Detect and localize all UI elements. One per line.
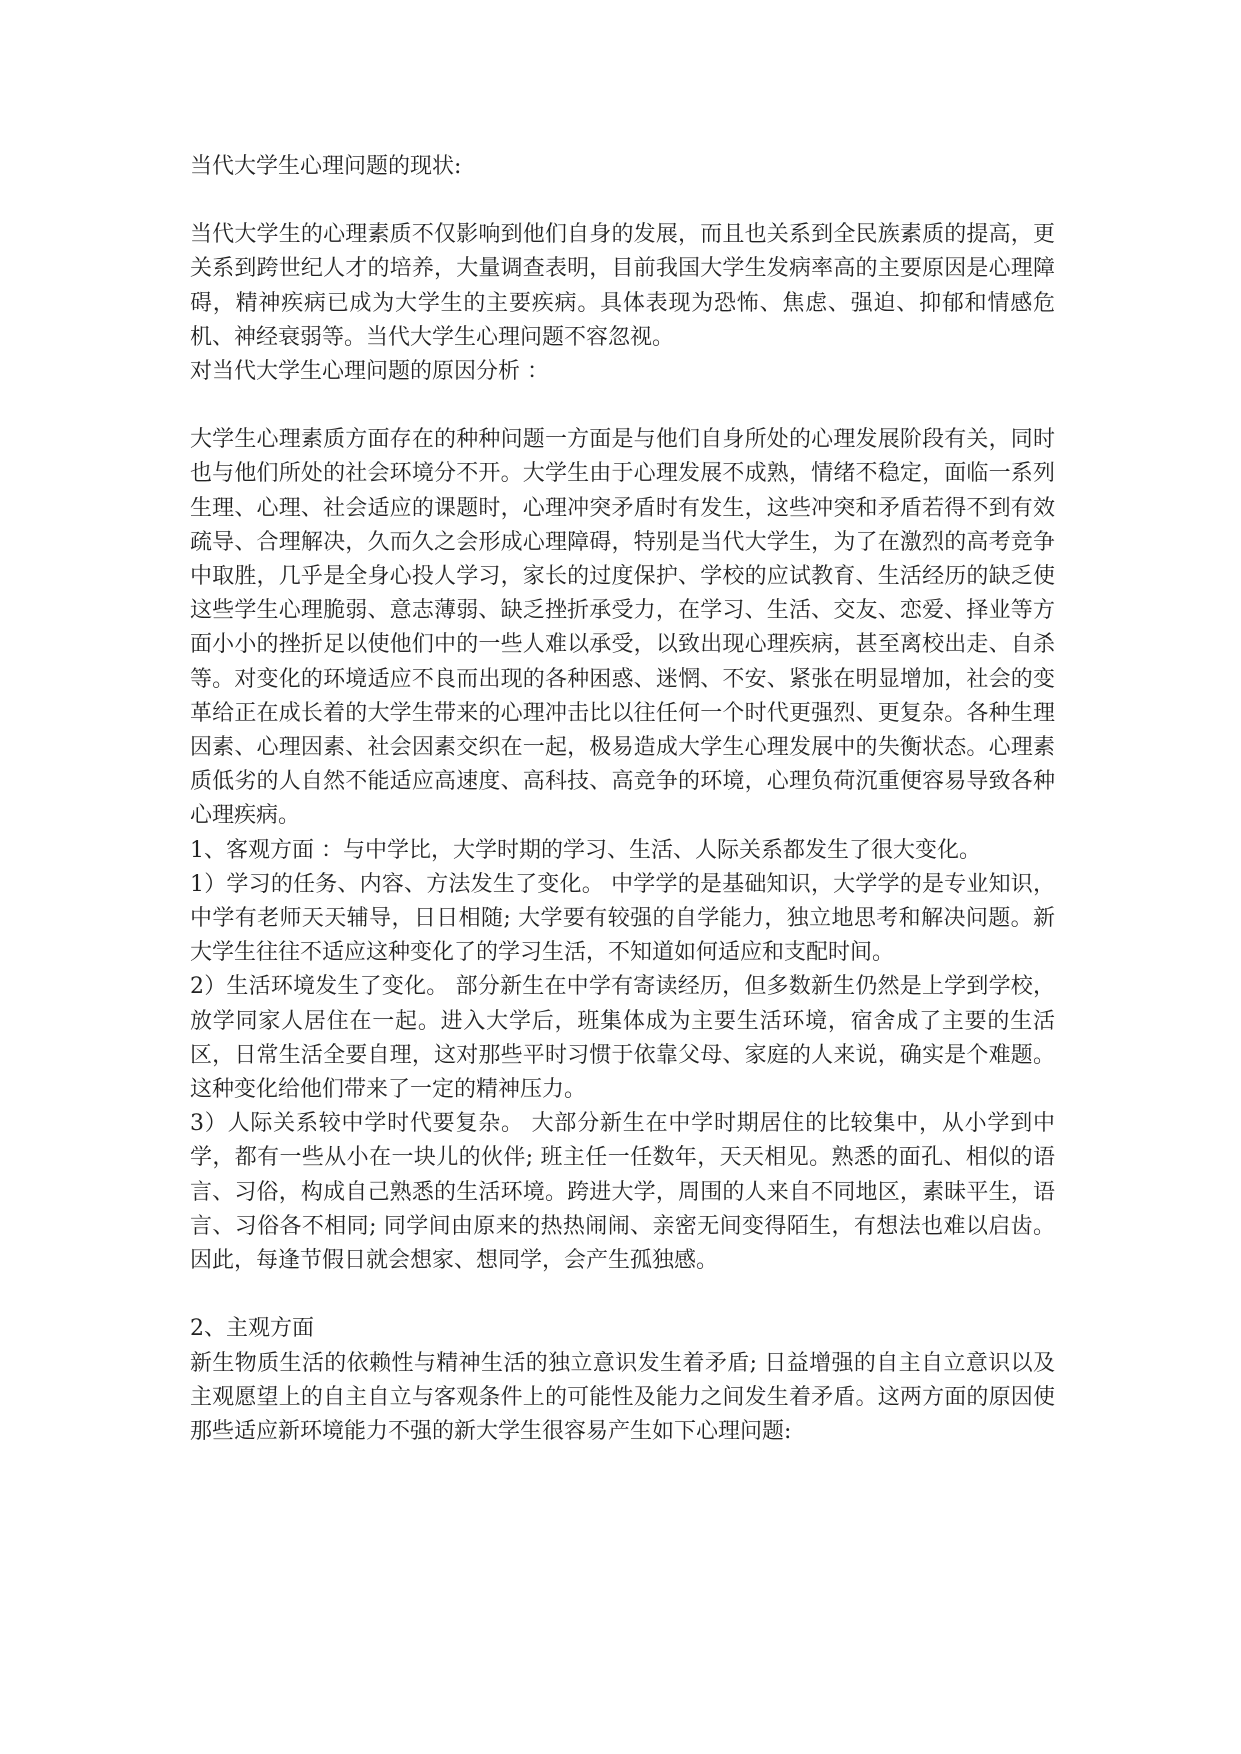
objective-point-1: 1）学习的任务、内容、方法发生了变化。 中学学的是基础知识，大学学的是专业知识，中学有老师天天辅导，日日相随; 大学要有较强的自学能力，独立地思考和解决问题。新大学生往往不适应这种变化了的学习生活，不知道如何适应和支配时间。 xyxy=(190,871,1055,966)
spacer xyxy=(190,184,1055,218)
analysis-paragraph: 大学生心理素质方面存在的种种问题一方面是与他们自身所处的心理发展阶段有关，同时也与他们所处的社会环境分不开。大学生由于心理发展不成熟，情绪不稳定，面临一系列生理、心理、社会适应的课题时，心理冲突矛盾时有发生，这些冲突和矛盾若得不到有效疏导、合理解决，久而久之会形成心理障碍，特别是当代大学生，为了在激烈的高考竞争中取胜，几乎是全身心投人学习，家长的过度保护、学校的应试教育、生活经历的缺乏使这些学生心理脆弱、意志薄弱、缺乏挫折承受力，在学习、生活、交友、恋爱、择业等方面小小的挫折足以使他们中的一些人难以承受，以致出现心理疾病，甚至离校出走、自杀等。对变化的环境适应不良而出现的各种困惑、迷惘、不安、紧张在明显增加，社会的变革给正在成长着的大学生带来的心理冲击比以往任何一个时代更强烈、更复杂。各种生理因素、心理因素、社会因素交织在一起，极易造成大学生心理发展中的失衡状态。心理素质低劣的人自然不能适应高速度、高科技、高竞争的环境，心理负荷沉重便容易导致各种心理疾病。 xyxy=(190,427,1055,829)
objective-heading: 1、客观方面 ：与中学比，大学时期的学习、生活、人际关系都发生了很大变化。 xyxy=(190,837,981,863)
objective-point-2: 2）生活环境发生了变化。 部分新生在中学有寄读经历，但多数新生仍然是上学到学校，放学同家人居住在一起。进入大学后，班集体成为主要生活环境，宿舍成了主要的生活区，日常生活全要自理，这对那些平时习惯于依靠父母、家庭的人来说，确实是个难题。这种变化给他们带来了一定的精神压力。 xyxy=(190,974,1055,1103)
analysis-heading: 对当代大学生心理问题的原因分析 ： xyxy=(190,359,549,385)
spacer xyxy=(190,1278,1055,1312)
document-title: 当代大学生心理问题的现状: xyxy=(190,154,462,179)
subjective-heading: 2、主观方面 xyxy=(190,1316,314,1342)
document-page xyxy=(190,150,1055,1449)
objective-point-3: 3）人际关系较中学时代要复杂。 大部分新生在中学时期居住的比较集中，从小学到中学，都有一些从小在一块儿的伙伴; 班主任一任数年，天天相见。熟悉的面孔、相似的语言、习俗，构成自己熟悉的生活环境。跨进大学，周围的人来自不同地区，素昧平生，语言、习俗各不相同; 同学间由原来的热热闹闹、亲密无间变得陌生，有想法也难以启齿。因此，每逢节假日就会想家、想同学，会产生孤独感。 xyxy=(190,1111,1055,1274)
subjective-paragraph: 新生物质生活的依赖性与精神生活的独立意识发生着矛盾; 日益增强的自主自立意识以及主观愿望上的自主自立与客观条件上的可能性及能力之间发生着矛盾。这两方面的原因使那些适应新环境能力不强的新大学生很容易产生如下心理问题: xyxy=(190,1350,1055,1444)
spacer xyxy=(190,389,1055,423)
intro-paragraph: 当代大学生的心理素质不仅影响到他们自身的发展，而且也关系到全民族素质的提高，更关系到跨世纪人才的培养，大量调查表明，目前我国大学生发病率高的主要原因是心理障碍，精神疾病已成为大学生的主要疾病。具体表现为恐怖、焦虑、强迫、抑郁和情感危机、神经衰弱等。当代大学生心理问题不容忽视。 xyxy=(190,222,1055,350)
